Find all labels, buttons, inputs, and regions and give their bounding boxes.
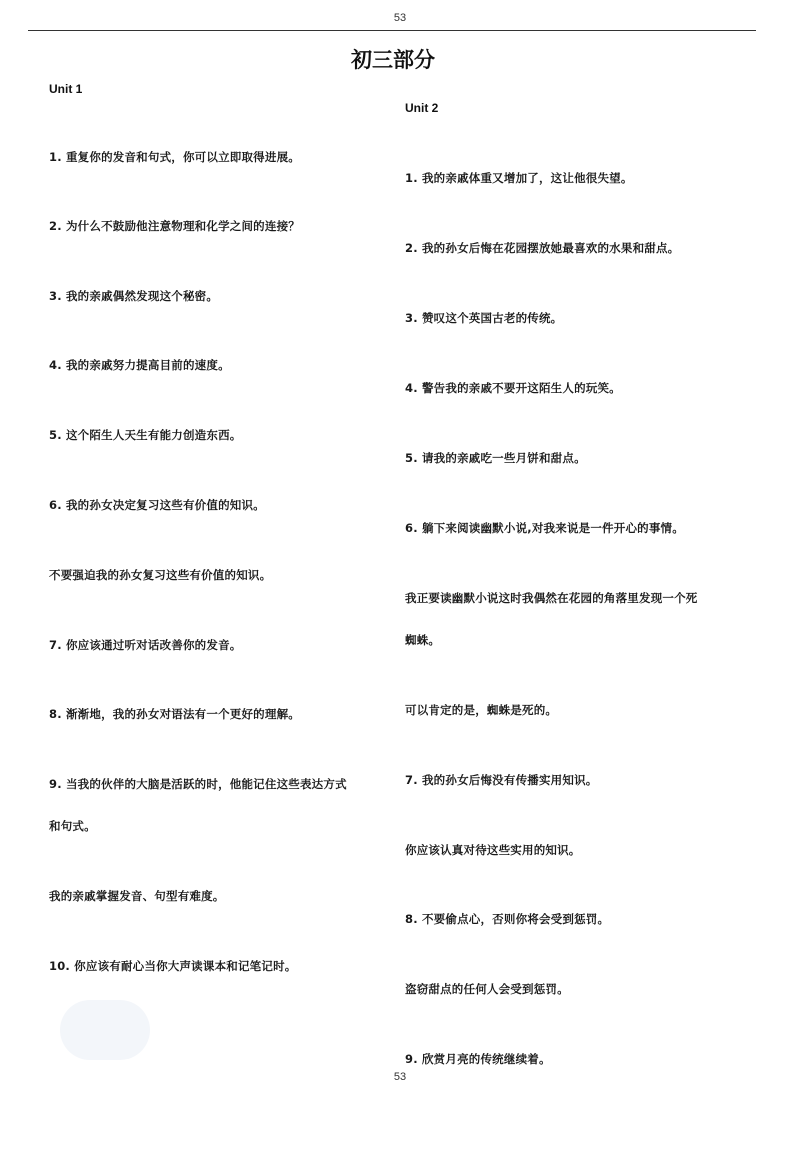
unit-1-heading: Unit 1 bbox=[49, 82, 83, 96]
page-number-bottom: 53 bbox=[393, 1071, 407, 1083]
unit-2-line-9: 可以肯定的是，蜘蛛是死的。 bbox=[405, 703, 558, 717]
page-number-top: 53 bbox=[393, 12, 407, 24]
unit-1-line-2: 2. 为什么不鼓励他注意物理和化学之间的连接？ bbox=[49, 219, 300, 233]
unit-1-line-7: 不要强迫我的孙女复习这些有价值的知识。 bbox=[49, 568, 272, 582]
unit-2-line-2: 2. 我的孙女后悔在花园摆放她最喜欢的水果和甜点。 bbox=[405, 241, 680, 255]
unit-2-line-8: 蜘蛛。 bbox=[405, 633, 441, 647]
unit-1-line-5: 5. 这个陌生人天生有能力创造东西。 bbox=[49, 428, 242, 442]
unit-2-line-11: 你应该认真对待这些实用的知识。 bbox=[405, 843, 581, 857]
unit-1-line-10: 9. 当我的伙伴的大脑是活跃的时，他能记住这些表达方式 bbox=[49, 777, 347, 791]
unit-2-heading: Unit 2 bbox=[405, 101, 439, 115]
unit-1-line-11: 和句式。 bbox=[49, 819, 96, 833]
header-divider bbox=[28, 30, 756, 31]
unit-2-line-4: 4. 警告我的亲戚不要开这陌生人的玩笑。 bbox=[405, 381, 621, 395]
unit-2-line-5: 5. 请我的亲戚吃一些月饼和甜点。 bbox=[405, 451, 586, 465]
unit-1-line-3: 3. 我的亲戚偶然发现这个秘密。 bbox=[49, 289, 219, 303]
unit-2-line-3: 3. 赞叹这个英国古老的传统。 bbox=[405, 311, 563, 325]
unit-2-line-6: 6. 躺下来阅读幽默小说,对我来说是一件开心的事情。 bbox=[405, 521, 684, 535]
unit-1-line-12: 我的亲戚掌握发音、句型有难度。 bbox=[49, 889, 225, 903]
unit-1-line-6: 6. 我的孙女决定复习这些有价值的知识。 bbox=[49, 498, 265, 512]
unit-2-line-14: 9. 欣赏月亮的传统继续着。 bbox=[405, 1052, 551, 1066]
unit-1-line-4: 4. 我的亲戚努力提高目前的速度。 bbox=[49, 358, 230, 372]
unit-2-line-7: 我正要读幽默小说这时我偶然在花园的角落里发现一个死 bbox=[405, 591, 698, 605]
unit-2-line-13: 盗窃甜点的任何人会受到惩罚。 bbox=[405, 982, 569, 996]
scan-smudge bbox=[60, 1000, 150, 1060]
unit-1-line-9: 8. 渐渐地，我的孙女对语法有一个更好的理解。 bbox=[49, 707, 300, 721]
unit-1-line-1: 1. 重复你的发音和句式，你可以立即取得进展。 bbox=[49, 150, 300, 164]
unit-2-line-10: 7. 我的孙女后悔没有传播实用知识。 bbox=[405, 773, 598, 787]
page-title: 初三部分 bbox=[351, 48, 435, 72]
unit-1-line-8: 7. 你应该通过听对话改善你的发音。 bbox=[49, 638, 242, 652]
unit-2-line-12: 8. 不要偷点心，否则你将会受到惩罚。 bbox=[405, 912, 610, 926]
unit-2-line-1: 1. 我的亲戚体重又增加了，这让他很失望。 bbox=[405, 171, 633, 185]
unit-1-line-13: 10. 你应该有耐心当你大声读课本和记笔记时。 bbox=[49, 959, 297, 973]
